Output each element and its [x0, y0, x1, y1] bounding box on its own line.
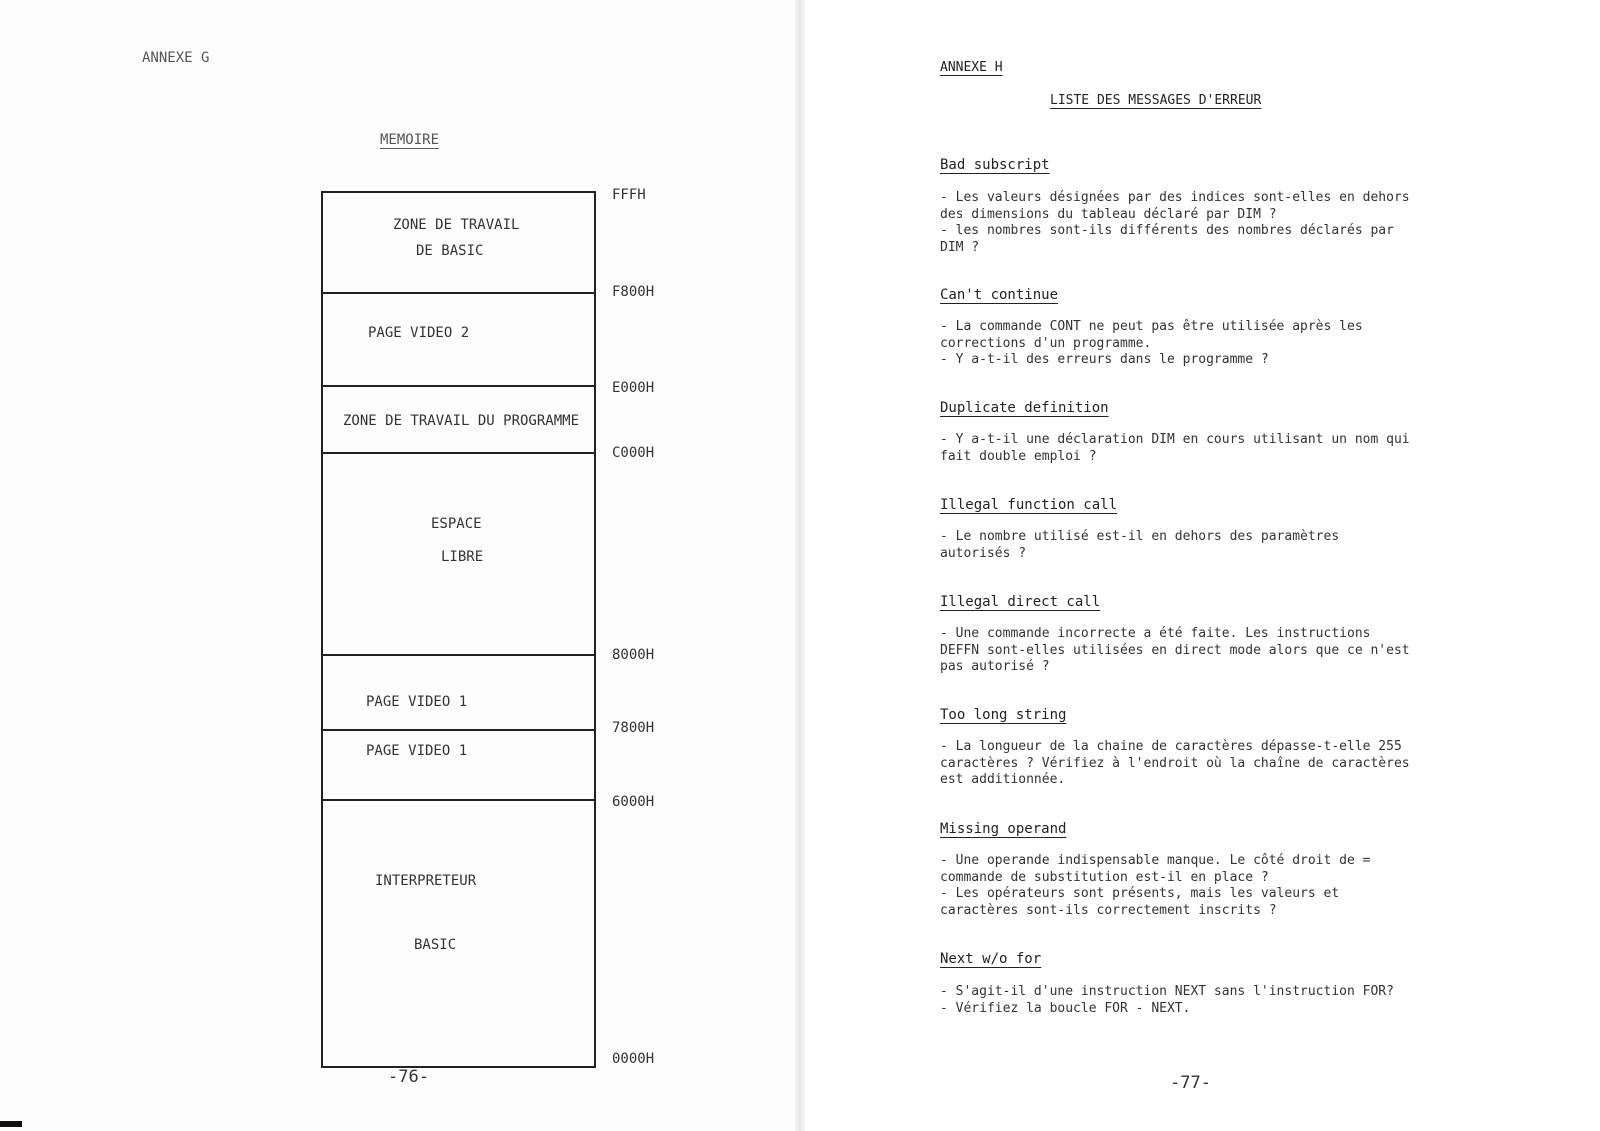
memory-segment-program-workspace [323, 387, 594, 454]
error-description: - Les valeurs désignées par des indices sont-elles en dehors des dimensions du tableau déclaré par DIM ? - les nombres sont-ils différents des nombres déclarés par DIM ? [940, 190, 1410, 255]
error-name: Bad subscript [940, 157, 1050, 173]
segment-label: ZONE DE TRAVAIL [393, 217, 520, 233]
memory-segment-basic-workspace [323, 193, 594, 294]
error-name: Illegal direct call [940, 594, 1101, 610]
segment-label: LIBRE [441, 549, 484, 565]
memory-segment-video-page-1b [323, 731, 594, 801]
error-description: - Une commande incorrecte a été faite. Les instructions DEFFN sont-elles utilisées en direct mode alors que ce n'est pas autorisé ? [940, 626, 1410, 674]
error-name: Illegal function call [940, 497, 1118, 513]
error-description: - S'agit-il d'une instruction NEXT sans l'instruction FOR? - Vérifiez la boucle FOR - NEXT. [940, 984, 1394, 1016]
segment-label: DE BASIC [416, 243, 484, 259]
error-description: - Une operande indispensable manque. Le côté droit de = commande de substitution est-il en place ? - Les opérateurs sont présents, mais les valeurs et caractères sont-ils correctement inscrits ? [940, 853, 1371, 918]
address-label: 0000H [612, 1051, 655, 1067]
memory-segment-video-page-2 [323, 294, 594, 387]
error-description: - Le nombre utilisé est-il en dehors des paramètres autorisés ? [940, 529, 1340, 561]
error-name: Next w/o for [940, 951, 1042, 967]
memory-segment-basic-interpreter [323, 801, 594, 1066]
segment-label: PAGE VIDEO 2 [368, 325, 470, 341]
error-name: Duplicate definition [940, 400, 1109, 416]
book-gutter [795, 0, 805, 1131]
address-label: 8000H [612, 647, 655, 663]
right-page [800, 0, 1600, 1131]
memory-map [321, 191, 596, 1068]
memory-map-title: MEMOIRE [380, 132, 440, 148]
segment-label: PAGE VIDEO 1 [366, 694, 468, 710]
memory-segment-free-space [323, 454, 594, 656]
address-label: FFFH [612, 187, 646, 203]
memory-segment-video-page-1 [323, 656, 594, 731]
error-list-title: LISTE DES MESSAGES D'ERREUR [1050, 93, 1262, 108]
page-number-left: -76- [388, 1067, 429, 1087]
segment-label: INTERPRETEUR [375, 873, 477, 889]
error-name: Can't continue [940, 287, 1059, 303]
scan-mark [0, 1121, 22, 1127]
address-label: F800H [612, 284, 655, 300]
segment-label: BASIC [414, 937, 457, 953]
address-label: 6000H [612, 794, 655, 810]
segment-label: ZONE DE TRAVAIL DU PROGRAMME [343, 413, 580, 429]
page-number-right: -77- [1170, 1073, 1211, 1093]
annex-g-label: ANNEXE G [142, 50, 210, 66]
address-label: E000H [612, 380, 655, 396]
error-description: - Y a-t-il une déclaration DIM en cours utilisant un nom qui fait double emploi ? [940, 432, 1410, 464]
error-description: - La commande CONT ne peut pas être utilisée après les corrections d'un programme. - Y a-t-il des erreurs dans le programme ? [940, 319, 1363, 367]
segment-label: ESPACE [431, 516, 482, 532]
error-name: Too long string [940, 707, 1067, 723]
error-name: Missing operand [940, 821, 1067, 837]
address-label: C000H [612, 445, 655, 461]
address-label: 7800H [612, 720, 655, 736]
error-description: - La longueur de la chaine de caractères dépasse-t-elle 255 caractères ? Vérifiez à l'endroit où la chaîne de caractères est additionnée. [940, 739, 1410, 787]
annex-h-label: ANNEXE H [940, 60, 1003, 75]
segment-label: PAGE VIDEO 1 [366, 743, 468, 759]
